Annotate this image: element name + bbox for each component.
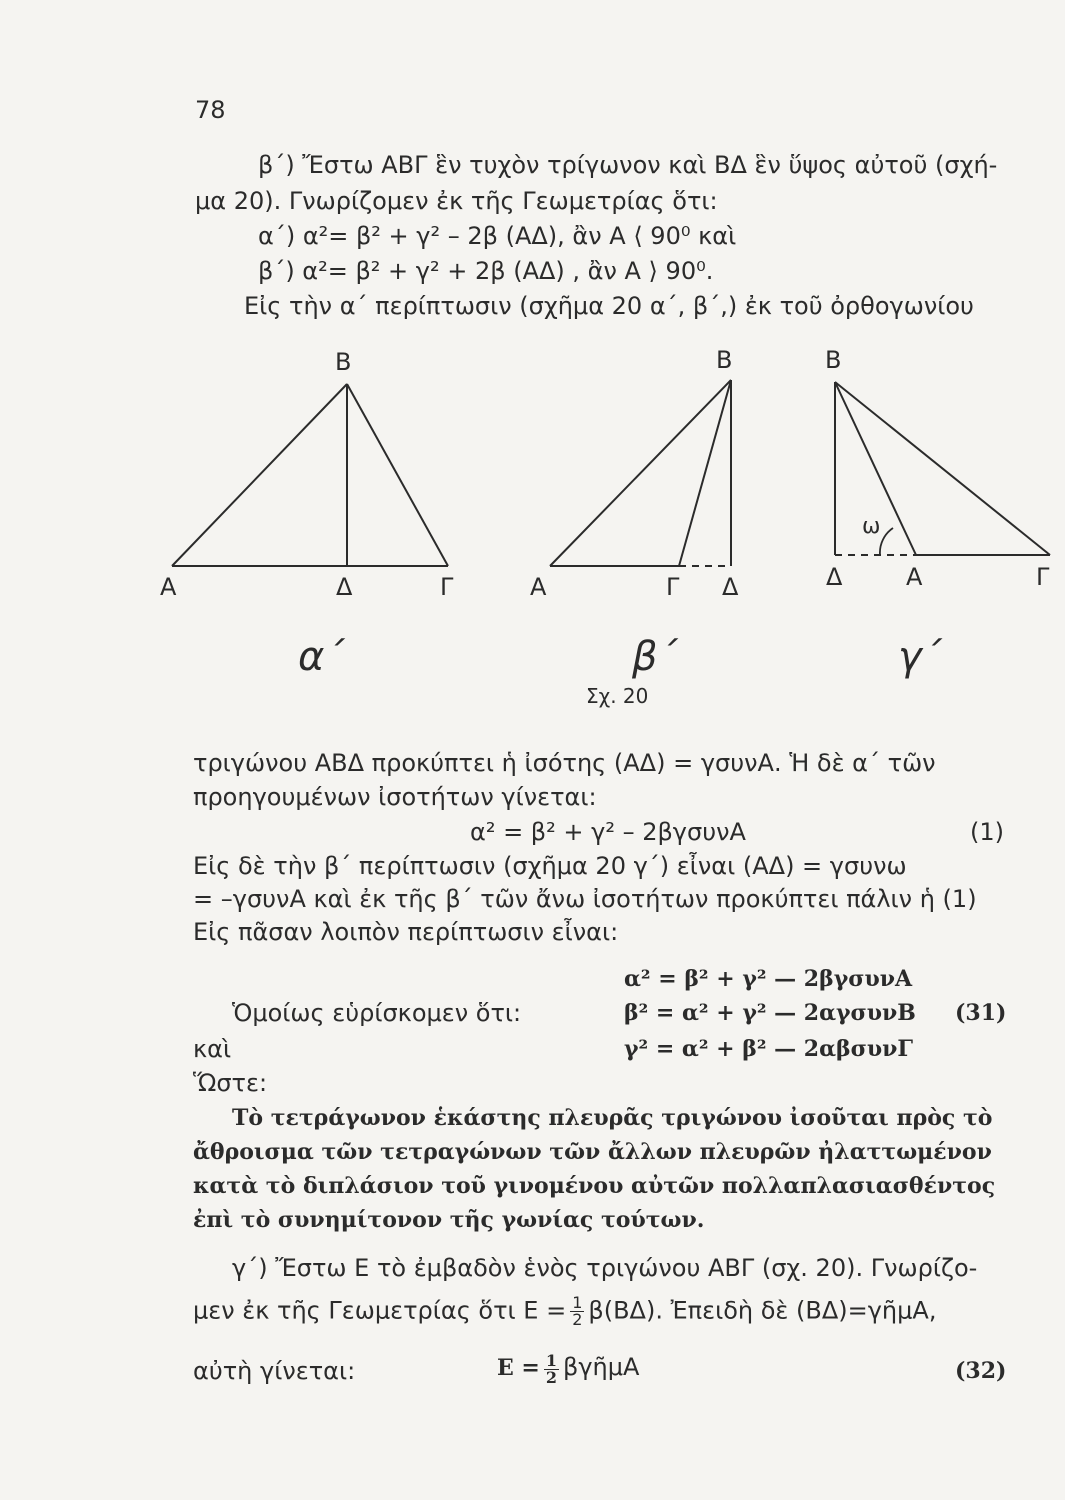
vertex-b-a: B	[335, 348, 352, 376]
theorem-line-4: ἐπὶ τὸ συνημίτονον τῆς γωνίας τούτων.	[193, 1207, 705, 1233]
vertex-a-a: A	[160, 573, 177, 601]
figure-caption: Σχ. 20	[586, 684, 649, 708]
vertex-d-b: Δ	[722, 573, 739, 601]
vertex-b-b: B	[716, 346, 733, 374]
vertex-g-c: Γ	[1036, 563, 1050, 591]
kai-text: καὶ	[193, 1035, 232, 1063]
intro-line-3: α΄) α²= β² + γ² – 2β (ΑΔ), ἂν Α ⟨ 90⁰ καὶ	[258, 222, 737, 250]
subfigure-label-c: γ΄	[898, 634, 942, 680]
similarly-text: Ὁμοίως εὑρίσκομεν ὅτι:	[232, 999, 522, 1027]
law-of-cosines-b: β² = α² + γ² — 2αγσυνΒ	[624, 1000, 916, 1026]
intro-line-1: β΄) Ἔστω ΑΒΓ ἓν τυχὸν τρίγωνον καὶ ΒΔ ἓν ὕψος αὐτοῦ (σχή-	[258, 151, 998, 179]
part-g-line-1: γ΄) Ἔστω Ε τὸ ἐμβαδὸν ἑνὸς τριγώνου ΑΒΓ (σχ. 20). Γνωρίζο-	[232, 1254, 978, 1282]
theorem-line-3: κατὰ τὸ διπλάσιον τοῦ γινομένου αὐτῶν πολλαπλασιασθέντος	[193, 1173, 996, 1199]
p1-line-2: προηγουμένων ἰσοτήτων γίνεται:	[193, 783, 597, 811]
part-g-line-2	[193, 1295, 936, 1328]
vertex-a-b: A	[530, 573, 547, 601]
law-of-cosines-c: γ² = α² + β² — 2αβσυνΓ	[624, 1036, 914, 1062]
figure-20	[0, 340, 1065, 740]
part-g-line-3: αὐτὴ γίνεται:	[193, 1357, 356, 1385]
theorem-line-2: ἄθροισμα τῶν τετραγώνων τῶν ἄλλων πλευρῶν ἠλαττωμένον	[193, 1139, 992, 1165]
intro-line-2: μα 20). Γνωρίζομεν ἐκ τῆς Γεωμετρίας ὅτι:	[195, 187, 718, 215]
law-of-cosines-a: α² = β² + γ² — 2βγσυνΑ	[624, 966, 913, 992]
p2-line-1: Εἰς δὲ τὴν β΄ περίπτωσιν (σχῆμα 20 γ΄) εἶναι (ΑΔ) = γσυνω	[193, 852, 907, 880]
page-number: 78	[195, 96, 226, 124]
triangle-b	[530, 346, 739, 601]
subfigure-label-a: α΄	[298, 634, 345, 680]
hoste-text: Ὥστε:	[193, 1069, 268, 1097]
vertex-g-b: Γ	[666, 573, 680, 601]
p2-line-3: Εἰς πᾶσαν λοιπὸν περίπτωσιν εἶναι:	[193, 918, 619, 946]
vertex-a-c: A	[906, 563, 923, 591]
subfigure-label-b: β΄	[632, 634, 678, 680]
fraction-one-half-bold: $\frac{1}{2}$	[545, 1350, 558, 1387]
equation-1: α² = β² + γ² – 2βγσυνΑ	[470, 818, 746, 846]
equation-1-number: (1)	[970, 818, 1004, 846]
angle-omega: ω	[862, 514, 881, 539]
part-g-line-2-end: β(ΒΔ). Ἐπειδὴ δὲ (ΒΔ)=γῆμΑ,	[588, 1296, 937, 1325]
theorem-line-1: Τὸ τετράγωνον ἑκάστης πλευρᾶς τριγώνου ἰσοῦται πρὸς τὸ	[232, 1105, 993, 1131]
vertex-g-a: Γ	[440, 573, 454, 601]
triangle-c	[825, 346, 1050, 591]
equation-32: Ε = $\frac{1}{2}$ βγῆμΑ	[497, 1350, 640, 1387]
intro-line-5: Εἰς τὴν α΄ περίπτωσιν (σχῆμα 20 α΄, β΄,) ἐκ τοῦ ὀρθογωνίου	[244, 292, 974, 320]
part-g-line-2-start: μεν ἐκ τῆς Γεωμετρίας ὅτι Ε =	[193, 1296, 567, 1325]
p1-line-1: τριγώνου ΑΒΔ προκύπτει ἡ ἰσότης (ΑΔ) = γσυνΑ. Ἡ δὲ α΄ τῶν	[193, 749, 936, 777]
p2-line-2: = –γσυνΑ καὶ ἐκ τῆς β΄ τῶν ἄνω ἰσοτήτων προκύπτει πάλιν ἡ (1)	[193, 885, 977, 913]
vertex-d-c: Δ	[826, 563, 843, 591]
fraction-one-half: $\frac{1}{2}$	[572, 1293, 583, 1329]
intro-line-4: β΄) α²= β² + γ² + 2β (ΑΔ) , ἂν Α ⟩ 90⁰.	[258, 257, 714, 285]
equation-31-number: (31)	[955, 1000, 1007, 1026]
equation-32-number: (32)	[955, 1358, 1007, 1384]
vertex-b-c: B	[825, 346, 842, 374]
triangle-a	[160, 348, 454, 601]
vertex-d-a: Δ	[336, 573, 353, 601]
